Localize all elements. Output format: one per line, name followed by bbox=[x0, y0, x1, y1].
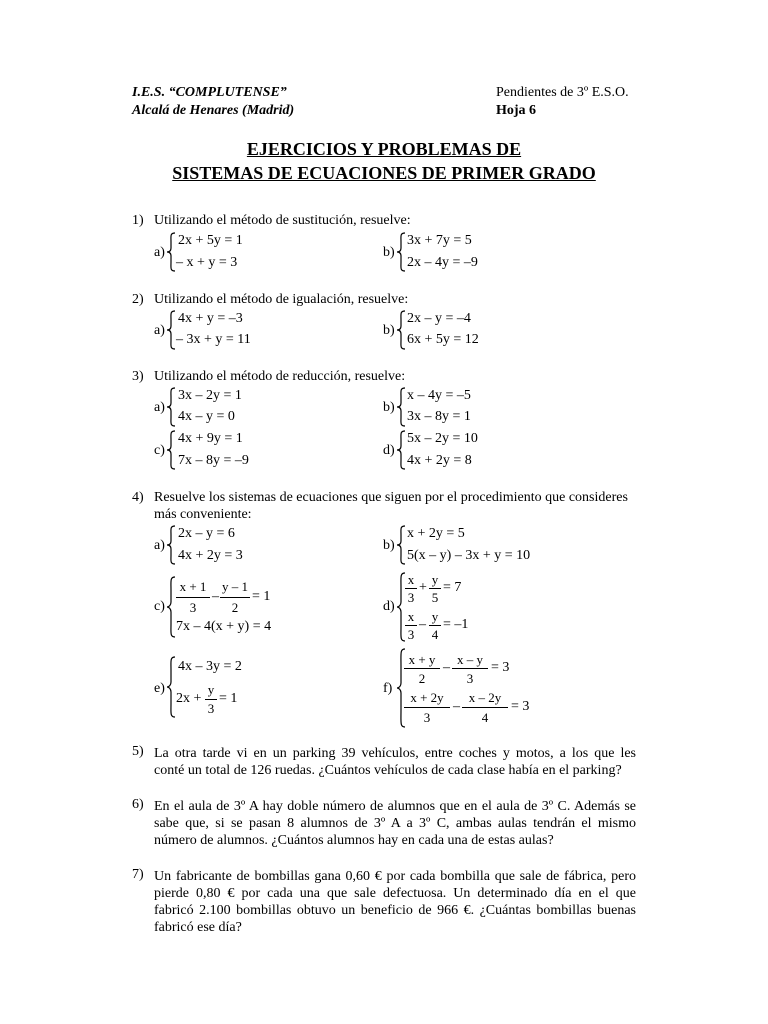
fraction-numerator: x – 2y bbox=[468, 690, 502, 705]
question-text: Resuelve los sistemas de ecuaciones que siguen por el procedimiento que consideres bbox=[154, 490, 628, 505]
system-label: c) bbox=[154, 599, 165, 614]
equation-rhs: = 7 bbox=[443, 580, 462, 595]
system-label: b) bbox=[383, 323, 395, 338]
system-label: a) bbox=[154, 538, 165, 553]
brace-icon bbox=[166, 576, 176, 638]
equation-2: – x + y = 3 bbox=[176, 255, 238, 270]
course-label: Pendientes de 3º E.S.O. bbox=[496, 85, 629, 100]
title-line-2: SISTEMAS DE ECUACIONES DE PRIMER GRADO bbox=[172, 163, 596, 183]
school-name: I.E.S. “COMPLUTENSE” bbox=[132, 85, 287, 100]
question-number: 5) bbox=[132, 744, 144, 759]
fraction-denominator: 3 bbox=[423, 710, 431, 725]
equation-1: 3x + 7y = 5 bbox=[407, 233, 472, 248]
equation-prefix: 2x + bbox=[176, 691, 202, 706]
fraction-bar bbox=[405, 625, 417, 626]
equation-2: – 3x + y = 11 bbox=[176, 332, 251, 347]
question-line: pierde 0,80 € por cada una que sale defectuosa. Un determinado día en el que bbox=[154, 886, 636, 901]
fraction-bar bbox=[429, 588, 441, 589]
question-number: 3) bbox=[132, 369, 144, 384]
fraction-bar bbox=[220, 597, 250, 598]
fraction-bar bbox=[462, 707, 508, 708]
equation-rhs: = 1 bbox=[252, 589, 271, 604]
question-line: conté un total de 126 ruedas. ¿Cuántos vehículos de cada clase había en el parking? bbox=[154, 763, 622, 778]
equation-2: 4x + 2y = 3 bbox=[178, 548, 243, 563]
system-label: a) bbox=[154, 400, 165, 415]
equation-rhs: = 1 bbox=[219, 691, 238, 706]
fraction-numerator: x + 2y bbox=[410, 690, 444, 705]
fraction-bar bbox=[205, 699, 217, 700]
equation-1: 4x + y = –3 bbox=[178, 311, 243, 326]
equation-2: 2x – 4y = –9 bbox=[407, 255, 478, 270]
sheet-label: Hoja 6 bbox=[496, 103, 537, 118]
fraction-denominator: 3 bbox=[189, 600, 197, 615]
system-label: b) bbox=[383, 245, 395, 260]
school-city: Alcalá de Henares (Madrid) bbox=[132, 103, 295, 118]
system-label: b) bbox=[383, 400, 395, 415]
operator: – bbox=[419, 617, 426, 632]
fraction-denominator: 3 bbox=[207, 701, 215, 716]
equation-1: 3x – 2y = 1 bbox=[178, 388, 242, 403]
fraction-bar bbox=[404, 668, 440, 669]
brace-icon bbox=[166, 310, 176, 350]
fraction-denominator: 3 bbox=[407, 590, 415, 605]
equation-1: 2x + 5y = 1 bbox=[178, 233, 243, 248]
equation-2: 3x – 8y = 1 bbox=[407, 409, 471, 424]
brace-icon bbox=[396, 310, 406, 350]
brace-icon bbox=[166, 232, 176, 272]
system-label: c) bbox=[154, 443, 165, 458]
operator: + bbox=[419, 580, 427, 595]
fraction-numerator: y bbox=[431, 572, 439, 587]
system-label: d) bbox=[383, 599, 395, 614]
equation-1: 5x – 2y = 10 bbox=[407, 431, 478, 446]
question-line: fabricó 2.100 bombillas obtuvo un beneficio de 966 €. ¿Cuántas bombillas buenas bbox=[154, 903, 636, 918]
question-line: En el aula de 3º A hay doble número de alumnos que en el aula de 3º C. Además se bbox=[154, 799, 636, 814]
equation-1: x – 4y = –5 bbox=[407, 388, 471, 403]
operator: – bbox=[443, 660, 450, 675]
brace-icon bbox=[166, 656, 176, 718]
question-line: sabe que, si se pasan 8 alumnos de 3º A a 3º C, ambas aulas tendrán el mismo bbox=[154, 816, 636, 831]
question-line: Un fabricante de bombillas gana 0,60 € por cada bombilla que sale de fábrica, pero bbox=[154, 869, 636, 884]
equation-1: x + 2y = 5 bbox=[407, 526, 465, 541]
fraction-denominator: 4 bbox=[481, 710, 489, 725]
fraction-denominator: 3 bbox=[407, 627, 415, 642]
question-text: Utilizando el método de reducción, resuelve: bbox=[154, 369, 406, 384]
brace-icon bbox=[396, 232, 406, 272]
fraction-denominator: 2 bbox=[418, 671, 426, 686]
title-line-1: EJERCICIOS Y PROBLEMAS DE bbox=[246, 139, 522, 159]
equation-2: 4x – y = 0 bbox=[178, 409, 235, 424]
fraction-numerator: y bbox=[431, 609, 439, 624]
equation-1: 2x – y = 6 bbox=[178, 526, 235, 541]
equation-1: 4x – 3y = 2 bbox=[178, 659, 242, 674]
question-text: Utilizando el método de sustitución, resuelve: bbox=[154, 213, 411, 228]
equation-rhs: = 3 bbox=[511, 699, 530, 714]
fraction-denominator: 2 bbox=[231, 600, 239, 615]
system-label: d) bbox=[383, 443, 395, 458]
fraction-numerator: x + y bbox=[408, 652, 436, 667]
brace-icon bbox=[166, 525, 176, 565]
question-text: más conveniente: bbox=[154, 507, 252, 522]
fraction-denominator: 5 bbox=[431, 590, 439, 605]
question-number: 2) bbox=[132, 292, 144, 307]
question-number: 1) bbox=[132, 213, 144, 228]
fraction-numerator: x + 1 bbox=[179, 579, 207, 594]
fraction-numerator: y bbox=[207, 682, 215, 697]
question-number: 6) bbox=[132, 797, 144, 812]
system-label: a) bbox=[154, 323, 165, 338]
system-label: f) bbox=[383, 681, 393, 696]
operator: – bbox=[453, 699, 460, 714]
fraction-bar bbox=[176, 597, 210, 598]
fraction-bar bbox=[429, 625, 441, 626]
equation-rhs: = –1 bbox=[443, 617, 469, 632]
question-text bbox=[154, 745, 636, 779]
fraction-denominator: 3 bbox=[466, 671, 474, 686]
equation-2: 7x – 4(x + y) = 4 bbox=[176, 619, 272, 634]
equation-rhs: = 3 bbox=[491, 660, 510, 675]
question-line: La otra tarde vi en un parking 39 vehículos, entre coches y motos, a los que les bbox=[154, 746, 636, 761]
brace-icon bbox=[396, 387, 406, 427]
fraction-numerator: x bbox=[407, 572, 415, 587]
fraction-denominator: 4 bbox=[431, 627, 439, 642]
equation-2: 5(x – y) – 3x + y = 10 bbox=[407, 548, 531, 563]
fraction-bar bbox=[452, 668, 488, 669]
equation-1: 4x + 9y = 1 bbox=[178, 431, 243, 446]
fraction-numerator: y – 1 bbox=[222, 579, 248, 594]
question-number: 7) bbox=[132, 867, 144, 882]
operator: – bbox=[212, 589, 219, 604]
question-text: Utilizando el método de igualación, resuelve: bbox=[154, 292, 409, 307]
fraction-numerator: x – y bbox=[457, 652, 483, 667]
brace-icon bbox=[166, 430, 176, 470]
equation-1: 2x – y = –4 bbox=[407, 311, 471, 326]
system-label: a) bbox=[154, 245, 165, 260]
equation-2: 6x + 5y = 12 bbox=[407, 332, 479, 347]
question-text bbox=[154, 868, 636, 936]
equation-2: 4x + 2y = 8 bbox=[407, 453, 472, 468]
equation-2: 7x – 8y = –9 bbox=[178, 453, 249, 468]
system-label: b) bbox=[383, 538, 395, 553]
question-number: 4) bbox=[132, 490, 144, 505]
question-line: número de alumnos. ¿Cuántos alumnos hay en cada una de estas aulas? bbox=[154, 833, 554, 848]
brace-icon bbox=[396, 430, 406, 470]
brace-icon bbox=[396, 525, 406, 565]
fraction-numerator: x bbox=[407, 609, 415, 624]
question-text bbox=[154, 798, 636, 849]
question-line: fabricó ese día? bbox=[154, 920, 242, 935]
system-label: e) bbox=[154, 681, 165, 696]
brace-icon bbox=[166, 387, 176, 427]
fraction-bar bbox=[404, 707, 450, 708]
fraction-bar bbox=[405, 588, 417, 589]
